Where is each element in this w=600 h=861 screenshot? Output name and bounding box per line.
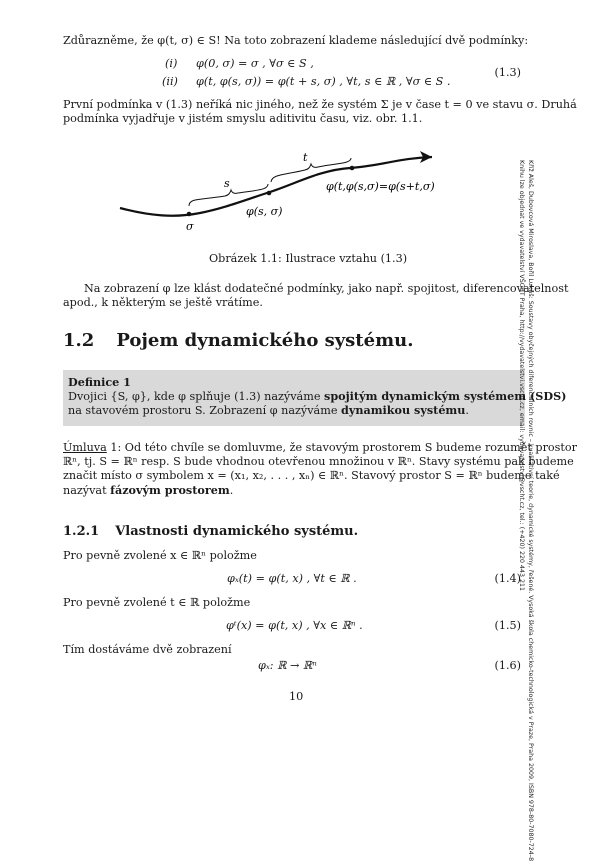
intro-line: Zdůrazněme, že φ(t, σ) ∈ S! Na toto zobrazení klademe následující dvě podmínky: <box>63 34 529 47</box>
two-maps-line: Tím dostáváme dvě zobrazení <box>63 643 232 656</box>
umluva-term: fázovým prostorem <box>110 483 230 497</box>
label-s: s <box>224 177 230 190</box>
point-phi-s <box>267 191 272 196</box>
label-phi-s: φ(s, σ) <box>246 205 283 218</box>
subsection-number: 1.2.1 <box>63 524 100 539</box>
definition-line2-c: . <box>465 404 469 417</box>
side-note-line2: Knihu lze objednat ve vydavatelství VŠCHT Praha, http://vydavatelstvi.vscht.cz, email: vydavatelstvi@vscht.cz, tel.: (+420) 220 443 211 <box>518 160 525 592</box>
figure-caption: Obrázek 1.1: Ilustrace vztahu (1.3) <box>209 252 408 265</box>
label-phi-ts: φ(t,φ(s,σ)=φ(s+t,σ) <box>326 180 435 193</box>
eq14-number: (1.4) <box>494 572 521 585</box>
umluva-line1 <box>63 441 577 455</box>
definition-line2-a: na stavovém prostoru S. Zobrazení φ nazýváme <box>68 404 342 417</box>
umluva-line4 <box>63 483 233 498</box>
umluva-line3: značit místo σ symbolem x = (x₁, x₂, . . . , xₙ) ∈ ℝⁿ. Stavový prostor S = ℝⁿ budeme také <box>63 469 560 482</box>
point-phi-ts <box>350 166 355 171</box>
umluva-line2: ℝⁿ, tj. S = ℝⁿ resp. S bude vhodnou otevřenou množinou v ℝⁿ. Stavy systému pak budeme <box>63 455 574 468</box>
section-heading <box>63 331 413 351</box>
umluva-line4-c: . <box>229 484 234 497</box>
umluva-line4-a: nazývat <box>63 484 111 497</box>
eq15-number: (1.5) <box>494 619 521 632</box>
umluva-line1-text: 1: Od této chvíle se domluvme, že stavovým prostorem S budeme rozumět prostor <box>106 441 577 454</box>
side-note <box>517 160 535 861</box>
fix-x-line: Pro pevně zvolené x ∈ ℝⁿ položme <box>63 549 257 562</box>
definition-line1-a: Dvojici {S, φ}, kde φ splňuje (1.3) nazýváme <box>68 390 325 403</box>
eq13-row1: φ(0, σ) = σ , ∀σ ∈ S , <box>196 57 314 70</box>
para1-line1: První podmínka v (1.3) neříká nic jiného, než že systém Σ je v čase t = 0 ve stavu σ. Druhá <box>63 98 577 111</box>
para1-line2: podmínka vyjadřuje v jistém smyslu aditivitu času, viz. obr. 1.1. <box>63 112 423 125</box>
definition-term-dynamics: dynamikou systému <box>341 403 466 417</box>
section-title: Pojem dynamického systému. <box>116 330 414 351</box>
fix-t-line: Pro pevně zvolené t ∈ ℝ položme <box>63 596 251 609</box>
side-note-line1: Kříž Aleš, Dubovcová Miroslava, Bořil Lukáš: Soustavy obyčejných diferenciálních rovnic – kvalitativní teorie, dynamické systémy, řešené. Vysoká škola chemicko-technologická v Praze, Praha 2009, ISBN 978-80-7080-724-8 <box>527 160 534 861</box>
definition-line2 <box>68 403 469 418</box>
eq16-number: (1.6) <box>494 659 521 672</box>
eq13-row1-label: (i) <box>165 57 178 70</box>
section-number: 1.2 <box>63 330 95 351</box>
definition-term-sds: spojitým dynamickým systémem <box>324 389 527 403</box>
label-t: t <box>303 151 308 164</box>
subsection-title: Vlastnosti dynamického systému. <box>115 524 359 539</box>
umluva-label: Úmluva <box>63 441 107 454</box>
label-sigma: σ <box>186 220 194 233</box>
eq16-formula: φₓ: ℝ → ℝⁿ <box>258 659 317 672</box>
point-sigma <box>187 212 192 217</box>
definition-line1-c: (SDS) <box>526 389 567 403</box>
definition-line1 <box>68 389 566 404</box>
para2-line1: Na zobrazení φ lze klást dodatečné podmínky, jako např. spojitost, diferencovatelnost <box>84 282 569 295</box>
definition-title: Definice 1 <box>68 375 131 389</box>
figure-1-1 <box>0 0 600 260</box>
para2-line2: apod., k některým se ještě vrátíme. <box>63 296 263 309</box>
eq13-row2: φ(t, φ(s, σ)) = φ(t + s, σ) , ∀t, s ∈ ℝ , ∀σ ∈ S . <box>196 75 451 88</box>
subsection-heading <box>63 524 358 540</box>
eq15-formula: φᵗ(x) = φ(t, x) , ∀x ∈ ℝⁿ . <box>226 619 363 632</box>
eq13-number: (1.3) <box>494 66 521 79</box>
page-number: 10 <box>289 690 304 703</box>
eq13-row2-label: (ii) <box>162 75 178 88</box>
eq14-formula: φₓ(t) = φ(t, x) , ∀t ∈ ℝ . <box>227 572 357 585</box>
